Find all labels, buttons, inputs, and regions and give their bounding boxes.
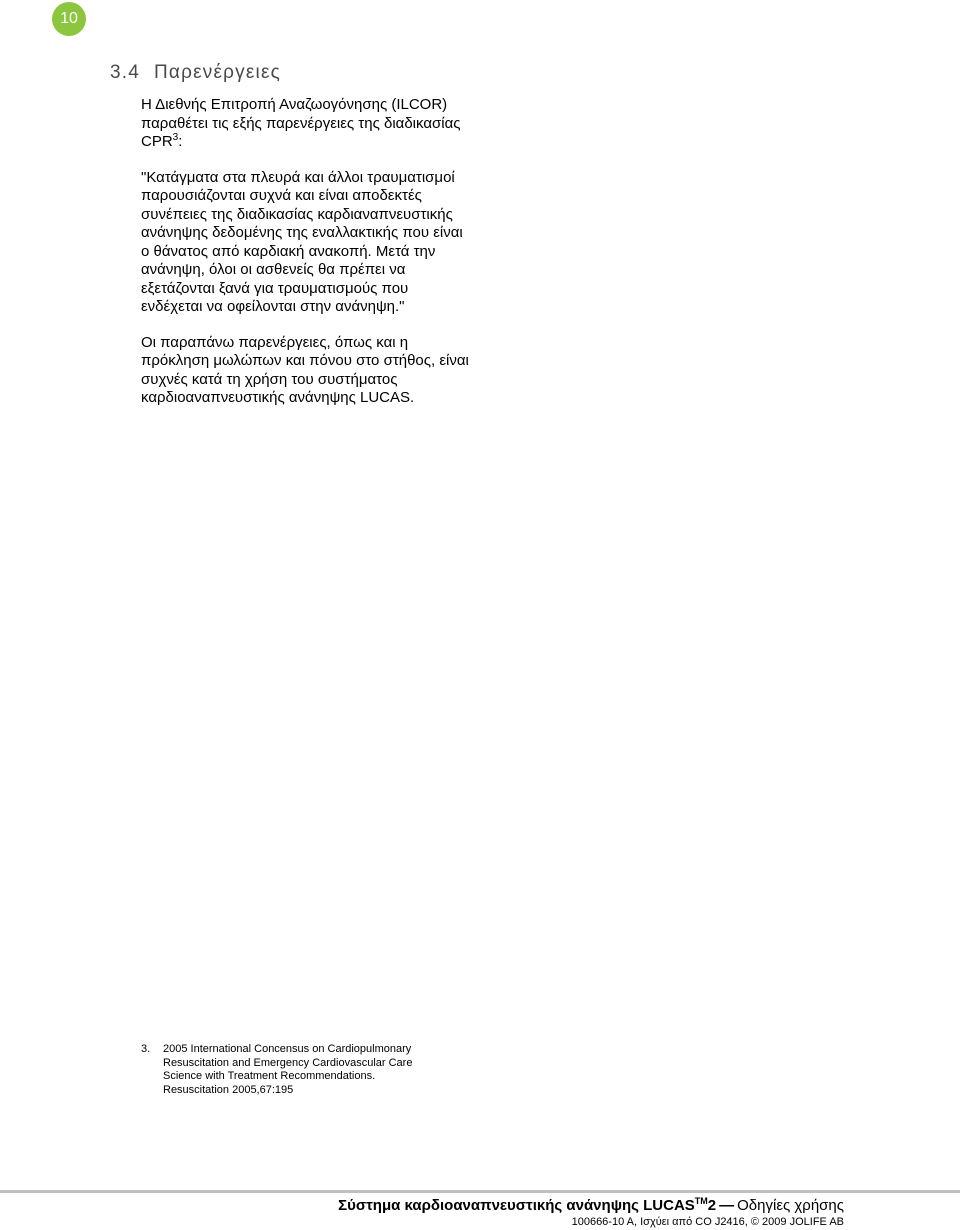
closing-paragraph: Οι παραπάνω παρενέργειες, όπως και η πρόκληση μωλώπων και πόνου στο στήθος, είναι συχνές κατά τη χρήση του συστήματος καρδιοαναπνευστικής ανάνηψης LUCAS. (141, 333, 469, 406)
section-title: Παρενέργειες (154, 62, 281, 83)
footer-version: 2 (707, 1197, 717, 1214)
footer-subtitle: Οδηγίες χρήσης (737, 1197, 844, 1214)
footer-dash: — (719, 1197, 735, 1214)
footer-trademark: TM (694, 1196, 708, 1206)
footnote-number: 3. (141, 1043, 151, 1055)
quote-paragraph: "Κατάγματα στα πλευρά και άλλοι τραυματισμοί παρουσιάζονται συχνά και είναι αποδεκτές συνέπειες της διαδικασίας καρδιαναπνευστικής ανάνηψης δεδομένης της εναλλακτικής που είναι ο θάνατος από καρδιακή ανακοπή. Μετά την ανάνηψη, όλοι οι ασθενείς θα πρέπει να εξετάζονται ξανά για τραυματισμούς που ενδέχεται να οφείλονται στην ανάνηψη." (141, 168, 463, 315)
footer-title (338, 1197, 844, 1214)
footer-info: 100666-10 A, Ισχύει από CO J2416, © 2009 JOLIFE AB (571, 1216, 844, 1228)
footnote-reference: 3 (172, 132, 179, 143)
footnote-text: 2005 International Concensus on Cardiopulmonary Resuscitation and Emergency Cardiovascular Care Science with Treatment Recommendations. Resuscitation 2005,67:195 (163, 1043, 413, 1096)
section-heading (110, 62, 281, 84)
intro-text: Η Διεθνής Επιτροπή Αναζωογόνησης (ILCOR) παραθέτει τις εξής παρενέργειες της διαδικασίας CPR (141, 96, 461, 150)
intro-paragraph (141, 96, 471, 152)
intro-end: : (178, 133, 183, 150)
footer-divider (0, 1190, 960, 1193)
section-number: 3.4 (110, 62, 141, 83)
page-number: 10 (60, 10, 78, 27)
footnote (141, 1043, 441, 1097)
page-number-badge (52, 2, 86, 36)
body-text (141, 96, 471, 425)
footer-product-name: Σύστημα καρδιοαναπνευστικής ανάνηψης LUCAS (338, 1197, 695, 1214)
